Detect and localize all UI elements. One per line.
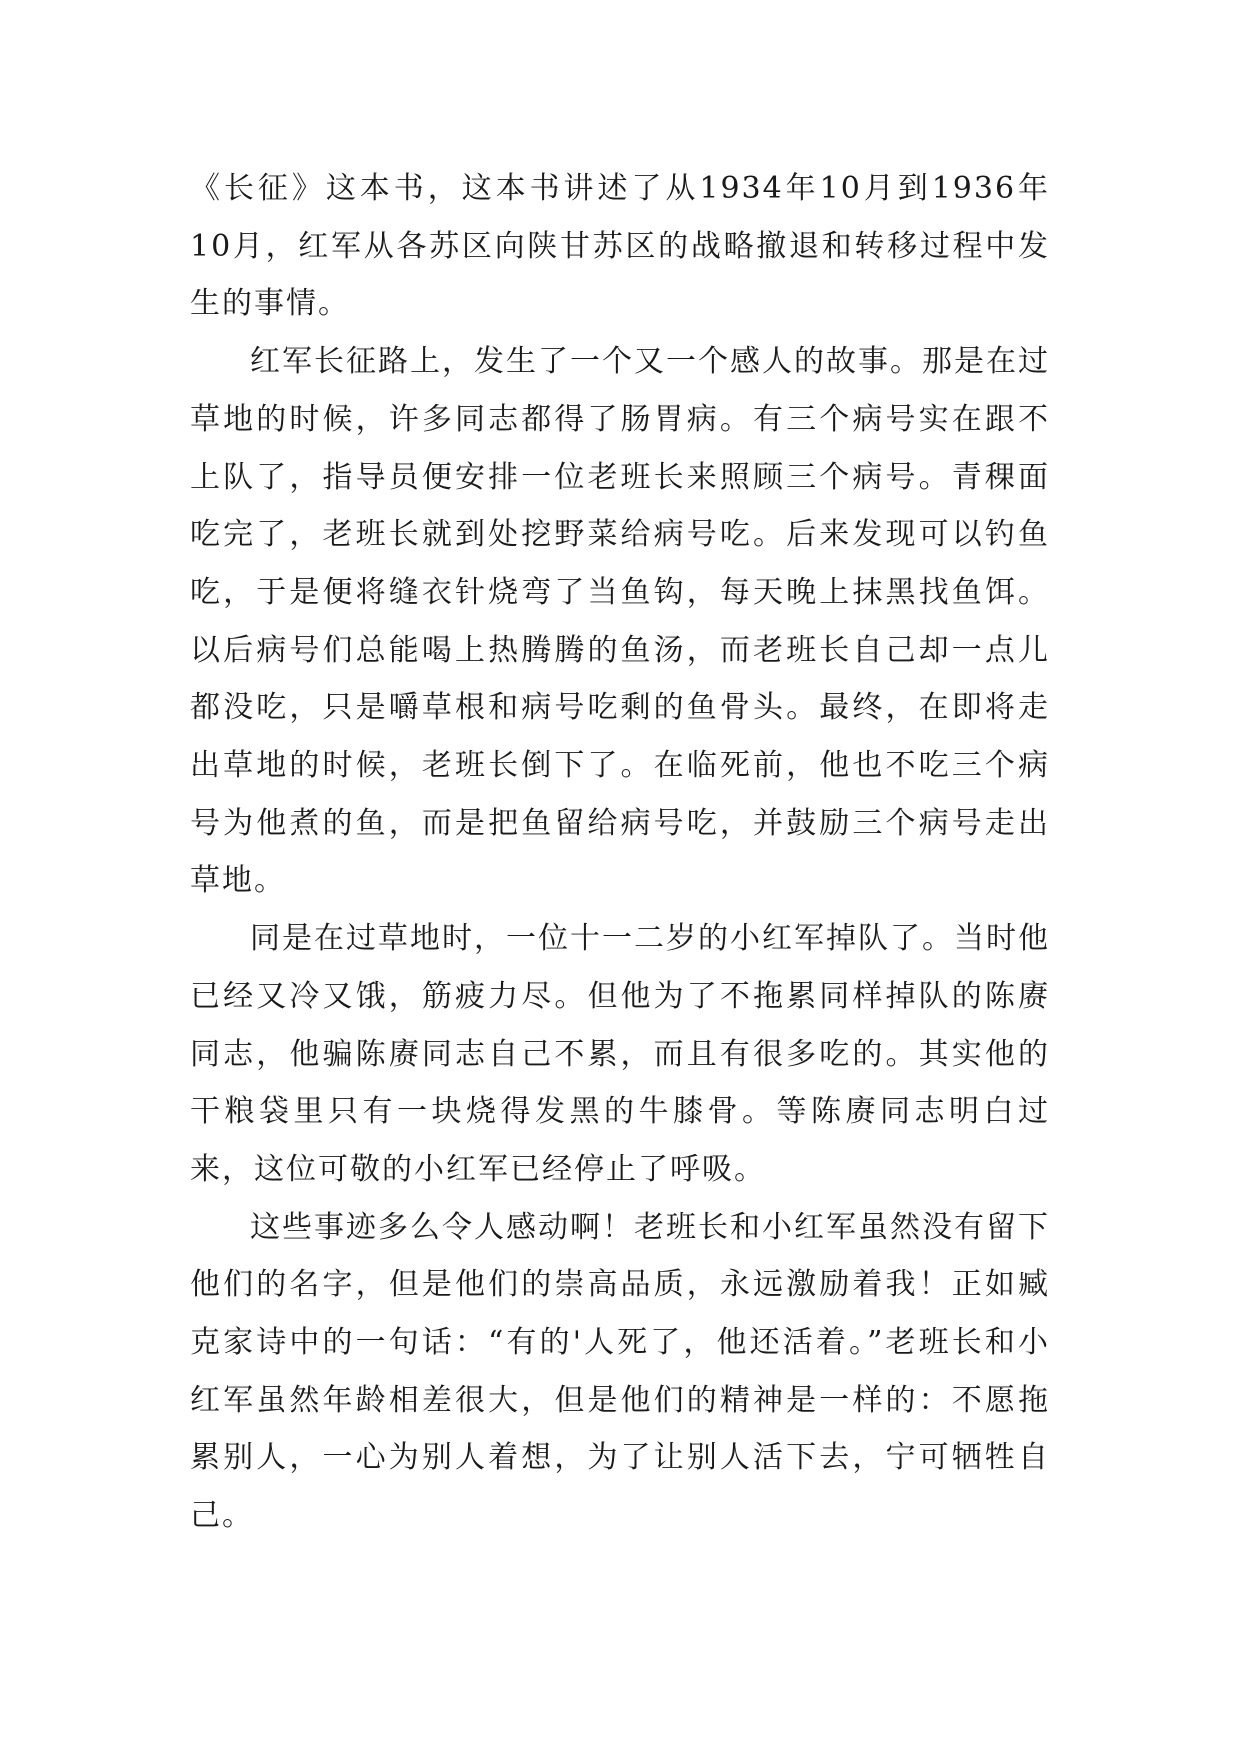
paragraph-3: 同是在过草地时，一位十一二岁的小红军掉队了。当时他已经又冷又饿，筋疲力尽。但他为了不拖累同样掉队的陈赓同志，他骗陈赓同志自己不累，而且有很多吃的。其实他的干粮袋里只有一块烧得发黑的牛膝骨。等陈赓同志明白过来，这位可敬的小红军已经停止了呼吸。 <box>190 921 1050 1187</box>
paragraph-1: 《长征》这本书，这本书讲述了从1934年10月到1936年10月，红军从各苏区向陕甘苏区的战略撤退和转移过程中发生的事情。 <box>190 171 1050 322</box>
paragraph-2: 红军长征路上，发生了一个又一个感人的故事。那是在过草地的时候，许多同志都得了肠胃病。有三个病号实在跟不上队了，指导员便安排一位老班长来照顾三个病号。青稞面吃完了，老班长就到处挖野菜给病号吃。后来发现可以钓鱼吃，于是便将缝衣针烧弯了当鱼钩，每天晚上抹黑找鱼饵。以后病号们总能喝上热腾腾的鱼汤，而老班长自己却一点儿都没吃，只是嚼草根和病号吃剩的鱼骨头。最终，在即将走出草地的时候，老班长倒下了。在临死前，他也不吃三个病号为他煮的鱼，而是把鱼留给病号吃，并鼓励三个病号走出草地。 <box>190 344 1050 899</box>
paragraph-4: 这些事迹多么令人感动啊！老班长和小红军虽然没有留下他们的名字，但是他们的崇高品质，永远激励着我！正如臧克家诗中的一句话：“有的'人死了，他还活着。”老班长和小红军虽然年龄相差很大，但是他们的精神是一样的：不愿拖累别人，一心为别人着想，为了让别人活下去，宁可牺牲自己。 <box>190 1209 1050 1534</box>
document-body <box>190 160 1050 1545</box>
